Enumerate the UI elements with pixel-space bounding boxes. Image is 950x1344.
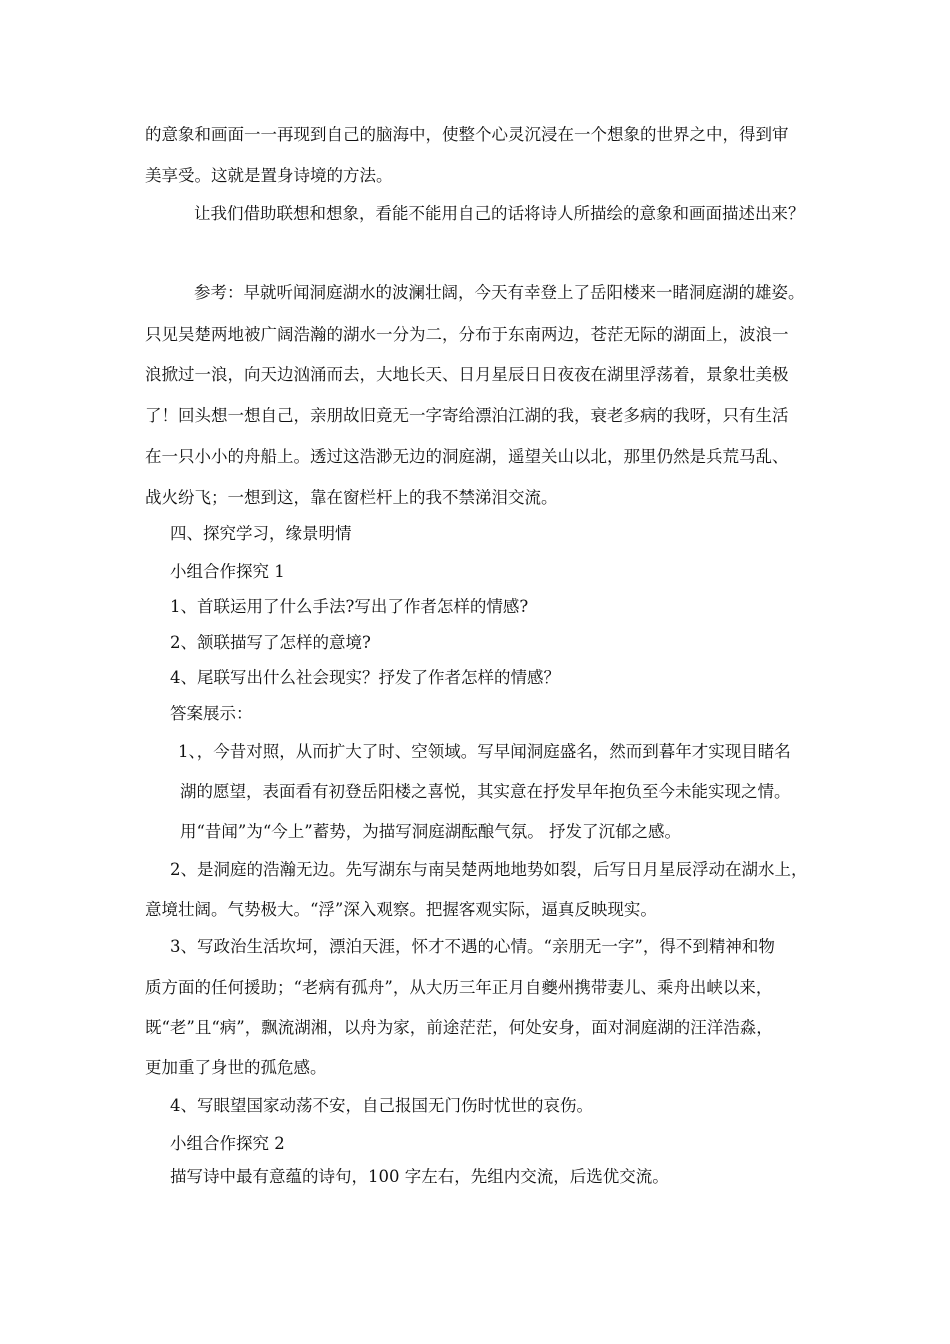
reference-line: 浪掀过一浪，向天边汹涌而去，大地长天、日月星辰日日夜夜在湖里浮荡着，景象壮美极 (145, 365, 789, 384)
question-item: 1、首联运用了什么手法?写出了作者怎样的情感? (170, 597, 529, 616)
answer-line: 更加重了身世的孤危感。 (145, 1058, 327, 1077)
reference-line: 只见吴楚两地被广阔浩瀚的湖水一分为二，分布于东南两边，苍茫无际的湖面上，波浪一 (145, 325, 789, 344)
answer-line: 3、写政治生活坎坷，漂泊天涯，怀才不遇的心情。“亲朋无一字”，得不到精神和物 (170, 937, 775, 956)
subsection-heading: 小组合作探究 1 (170, 562, 285, 581)
reference-line: 战火纷飞；一想到这，靠在窗栏杆上的我不禁涕泪交流。 (145, 488, 558, 507)
answer-line: 意境壮阔。气势极大。“浮”深入观察。把握客观实际，逼真反映现实。 (145, 900, 657, 919)
answer-heading: 答案展示： (170, 704, 253, 723)
reference-line: 参考：早就听闻洞庭湖水的波澜壮阔，今天有幸登上了岳阳楼来一睹洞庭湖的雄姿。 (194, 283, 805, 302)
answer-line: 1、，今昔对照，从而扩大了时、空领域。写早闻洞庭盛名，然而到暮年才实现目睹名 (178, 742, 791, 761)
answer-line: 湖的愿望，表面看有初登岳阳楼之喜悦，其实意在抒发早年抱负至今未能实现之情。 (180, 782, 791, 801)
answer-line: 质方面的任何援助；“老病有孤舟”，从大历三年正月自夔州携带妻儿、乘舟出峡以来， (145, 978, 773, 997)
subsection-heading: 小组合作探究 2 (170, 1134, 285, 1153)
answer-line: 2、是洞庭的浩瀚无边。先写湖东与南吴楚两地地势如裂，后写日月星辰浮动在湖水上， (170, 860, 808, 879)
question-item: 4、尾联写出什么社会现实？抒发了作者怎样的情感？ (170, 668, 560, 687)
paragraph-line: 让我们借助联想和想象，看能不能用自己的话将诗人所描绘的意象和画面描述出来？ (194, 204, 805, 223)
answer-line: 4、写眼望国家动荡不安，自己报国无门伤时忧世的哀伤。 (170, 1096, 593, 1115)
reference-line: 了！回头想一想自己，亲朋故旧竟无一字寄给漂泊江湖的我，衰老多病的我呀，只有生活 (145, 406, 789, 425)
paragraph-line: 的意象和画面一一再现到自己的脑海中，使整个心灵沉浸在一个想象的世界之中，得到审 (145, 125, 789, 144)
section-heading: 四、探究学习，缘景明情 (170, 524, 352, 543)
task-line: 描写诗中最有意蕴的诗句，100 字左右，先组内交流，后选优交流。 (170, 1167, 669, 1186)
paragraph-line: 美享受。这就是置身诗境的方法。 (145, 166, 393, 185)
reference-line: 在一只小小的舟船上。透过这浩渺无边的洞庭湖，遥望关山以北，那里仍然是兵荒马乱、 (145, 447, 789, 466)
question-item: 2、颔联描写了怎样的意境? (170, 633, 371, 652)
answer-line: 既“老”且“病”，飘流湖湘，以舟为家，前途茫茫，何处安身，面对洞庭湖的汪洋浩淼， (145, 1018, 773, 1037)
answer-line: 用“昔闻”为“今上”蓄势，为描写洞庭湖酝酿气氛。 抒发了沉郁之感。 (180, 822, 681, 841)
